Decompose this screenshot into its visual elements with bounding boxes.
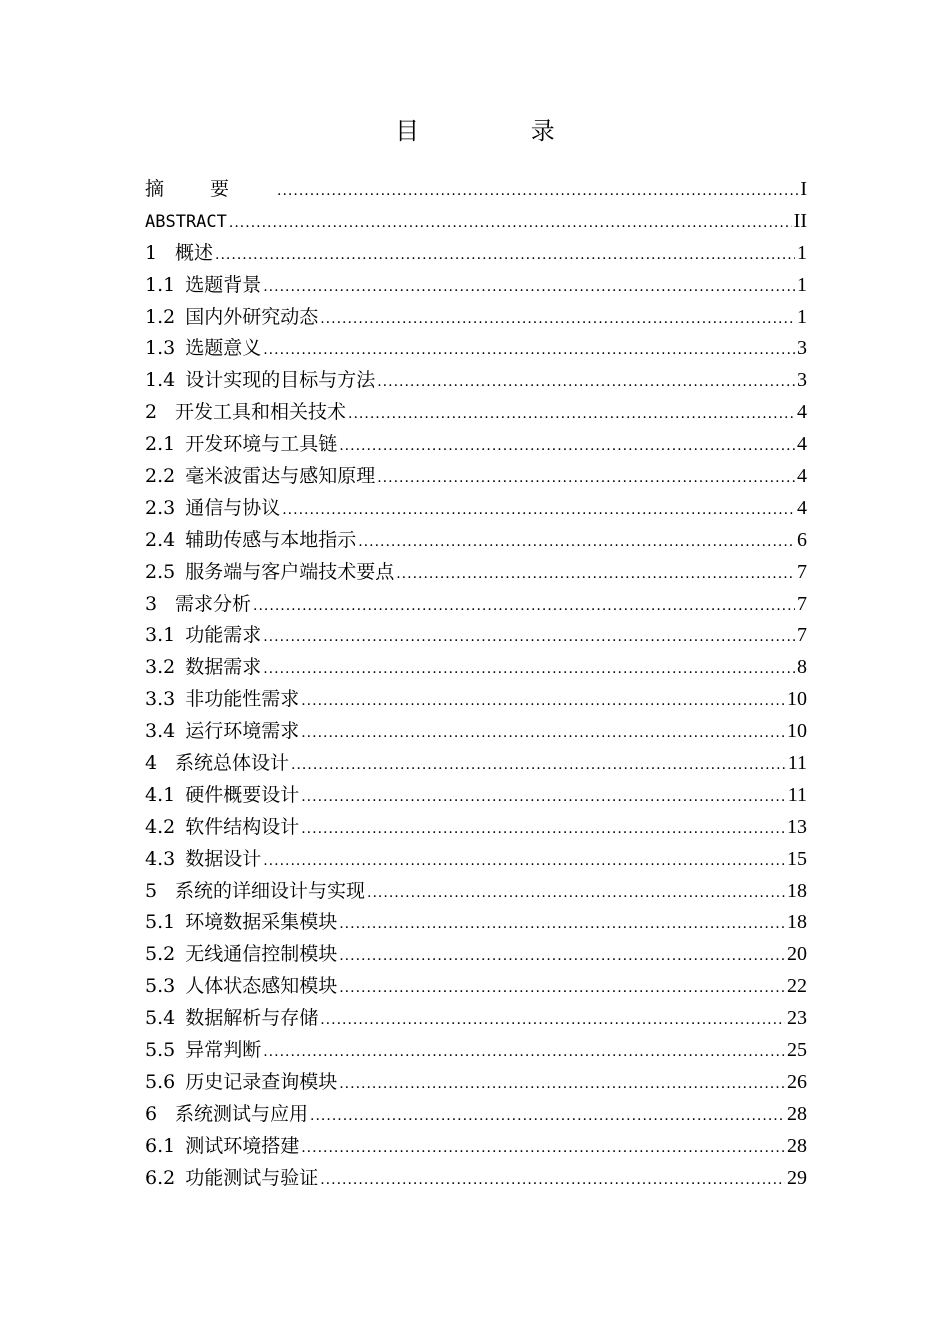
- toc-entry-title: 概述: [175, 241, 214, 264]
- toc-entry-title: 功能测试与验证: [185, 1166, 319, 1189]
- toc-entry-page: 3: [797, 369, 807, 392]
- toc-entry-heading: [145, 1099, 308, 1131]
- toc-dot-leader: [229, 208, 792, 240]
- toc-entry[interactable]: [145, 589, 807, 621]
- toc-entry-number: 5.3: [145, 975, 176, 998]
- toc-entry-number: 3.2: [145, 656, 176, 679]
- toc-entry-title: 非功能性需求: [185, 688, 300, 711]
- toc-entry-page: 7: [797, 592, 807, 615]
- toc-dot-leader: [396, 559, 795, 591]
- toc-entry[interactable]: [145, 461, 807, 493]
- toc-entry-title: 国内外研究动态: [185, 305, 319, 328]
- toc-entry-number: 3.1: [145, 624, 176, 647]
- toc-entry-title: 需求分析: [175, 592, 252, 615]
- toc-entry-heading: [145, 971, 337, 1003]
- toc-entry-page: 29: [787, 1166, 807, 1189]
- toc-entry[interactable]: [145, 1035, 807, 1067]
- toc-entry-title: 开发工具和相关技术: [175, 401, 347, 424]
- toc-entry[interactable]: [145, 397, 807, 429]
- toc-entry-page: II: [793, 209, 807, 232]
- toc-entry-title: 通信与协议: [185, 496, 281, 519]
- toc-entry-number: 4.3: [145, 847, 176, 870]
- toc-entry-number: 4: [145, 752, 158, 775]
- toc-entry-number: 5.6: [145, 1070, 176, 1093]
- toc-entry[interactable]: [145, 1099, 807, 1131]
- toc-entry-heading: [145, 174, 275, 206]
- toc-entry-title: 运行环境需求: [185, 720, 300, 743]
- toc-entry[interactable]: [145, 748, 807, 780]
- toc-entry-page: 11: [787, 752, 807, 775]
- toc-entry-page: 28: [787, 1102, 807, 1125]
- toc-entry-number: 1.3: [145, 337, 176, 360]
- toc-dot-leader: [263, 335, 795, 367]
- toc-entry-title: 系统测试与应用: [175, 1102, 309, 1125]
- toc-entry[interactable]: [145, 780, 807, 812]
- toc-entry-number: 5.4: [145, 1007, 176, 1030]
- toc-entry-number: 1: [145, 241, 158, 264]
- toc-entry[interactable]: [145, 174, 807, 206]
- toc-entry-heading: [145, 397, 346, 429]
- toc-entry-heading: [145, 780, 299, 812]
- toc-entry-page: 15: [787, 847, 807, 870]
- toc-entry-title: 选题背景: [185, 273, 262, 296]
- toc-entry-page: 1: [797, 273, 807, 296]
- toc-entry-page: 25: [787, 1039, 807, 1062]
- toc-entry[interactable]: [145, 844, 807, 876]
- toc-entry-number: 2.5: [145, 560, 176, 583]
- toc-entry-page: 3: [797, 337, 807, 360]
- toc-dot-leader: [339, 973, 785, 1005]
- toc-entry-page: 7: [797, 560, 807, 583]
- toc-dot-leader: [263, 654, 795, 686]
- toc-entry-title: 辅助传感与本地指示: [185, 528, 357, 551]
- toc-entry-number: 6: [145, 1102, 158, 1125]
- toc-entry-page: 23: [787, 1007, 807, 1030]
- toc-entry-heading: [145, 620, 261, 652]
- toc-dot-leader: [367, 878, 785, 910]
- toc-dot-leader: [301, 782, 786, 814]
- toc-entry-title: 开发环境与工具链: [185, 433, 338, 456]
- toc-entry-page: 20: [787, 943, 807, 966]
- toc-entry-page: 28: [787, 1134, 807, 1157]
- toc-entry-heading: [145, 238, 213, 270]
- toc-entry-number: 6.2: [145, 1166, 176, 1189]
- toc-dot-leader: [253, 591, 795, 623]
- toc-entry-heading: [145, 589, 251, 621]
- toc-entry-page: 11: [787, 783, 807, 806]
- toc-entry-heading: [145, 302, 318, 334]
- toc-entry-heading: [145, 1067, 337, 1099]
- toc-dot-leader: [339, 431, 795, 463]
- toc-entry-heading: [145, 270, 261, 302]
- toc-entry[interactable]: [145, 971, 807, 1003]
- toc-dot-leader: [310, 1101, 785, 1133]
- toc-dot-leader: [291, 750, 786, 782]
- toc-dot-leader: [339, 909, 785, 941]
- toc-entry-heading: [145, 1003, 318, 1035]
- toc-entry-heading: [145, 557, 394, 589]
- toc-entry-heading: [145, 429, 337, 461]
- toc-entry-page: 10: [787, 720, 807, 743]
- toc-entry-title: 软件结构设计: [185, 815, 300, 838]
- toc-entry-number: 3.3: [145, 688, 176, 711]
- toc-entry-number: 2.4: [145, 528, 176, 551]
- toc-entry-title: 测试环境搭建: [185, 1134, 300, 1157]
- toc-entry-heading: [145, 748, 289, 780]
- toc-entry-number: 4.2: [145, 815, 176, 838]
- toc-entry-title: 历史记录查询模块: [185, 1070, 338, 1093]
- toc-dot-leader: [215, 240, 795, 272]
- toc-dot-leader: [282, 495, 795, 527]
- toc-entry-number: 2.1: [145, 433, 176, 456]
- toc-entry-page: 10: [787, 688, 807, 711]
- toc-entry-title: ABSTRACT: [145, 211, 227, 232]
- toc-entry-heading: [145, 684, 299, 716]
- toc-entry-number: 1.4: [145, 369, 176, 392]
- toc-entry-heading: [145, 493, 280, 525]
- toc-entry-heading: [145, 1163, 318, 1195]
- toc-entry-page: 18: [787, 879, 807, 902]
- toc-dot-leader: [377, 463, 795, 495]
- toc-entry-heading: [145, 365, 375, 397]
- toc-entry[interactable]: [145, 557, 807, 589]
- toc-entry[interactable]: [145, 812, 807, 844]
- toc-entry-heading: [145, 844, 261, 876]
- toc-dot-leader: [339, 941, 785, 973]
- toc-entry-number: 6.1: [145, 1134, 176, 1157]
- toc-entry-page: 22: [787, 975, 807, 998]
- toc-entry[interactable]: [145, 1003, 807, 1035]
- toc-entry-title: 摘要: [145, 178, 276, 200]
- toc-entry-page: 7: [797, 624, 807, 647]
- toc-entry-page: 8: [797, 656, 807, 679]
- table-of-contents: [145, 174, 807, 1195]
- toc-entry-number: 2: [145, 401, 158, 424]
- toc-entry-heading: [145, 206, 227, 239]
- toc-entry-page: 6: [797, 528, 807, 551]
- toc-entry[interactable]: [145, 684, 807, 716]
- toc-entry[interactable]: [145, 939, 807, 971]
- toc-entry-number: 2.2: [145, 465, 176, 488]
- toc-entry-page: I: [800, 178, 807, 200]
- toc-dot-leader: [263, 1037, 785, 1069]
- toc-dot-leader: [348, 399, 795, 431]
- toc-entry-heading: [145, 907, 337, 939]
- toc-entry-title: 系统的详细设计与实现: [175, 879, 366, 902]
- toc-entry-heading: [145, 461, 375, 493]
- toc-dot-leader: [301, 686, 785, 718]
- toc-entry[interactable]: [145, 1163, 807, 1195]
- toc-entry-title: 人体状态感知模块: [185, 975, 338, 998]
- toc-entry-title: 系统总体设计: [175, 752, 290, 775]
- toc-entry-page: 13: [787, 815, 807, 838]
- toc-entry[interactable]: [145, 333, 807, 365]
- toc-entry-heading: [145, 1131, 299, 1163]
- toc-dot-leader: [301, 718, 785, 750]
- toc-entry-page: 1: [797, 305, 807, 328]
- toc-entry-heading: [145, 333, 261, 365]
- toc-entry-page: 4: [797, 465, 807, 488]
- toc-entry-page: 4: [797, 496, 807, 519]
- toc-entry-number: 1.2: [145, 305, 176, 328]
- toc-entry-title: 硬件概要设计: [185, 783, 300, 806]
- toc-entry[interactable]: [145, 302, 807, 334]
- toc-entry-number: 3.4: [145, 720, 176, 743]
- toc-entry[interactable]: [145, 876, 807, 908]
- toc-entry[interactable]: [145, 238, 807, 270]
- toc-entry-heading: [145, 652, 261, 684]
- toc-entry[interactable]: [145, 907, 807, 939]
- toc-entry[interactable]: [145, 1131, 807, 1163]
- toc-entry-title: 毫米波雷达与感知原理: [185, 465, 376, 488]
- toc-entry[interactable]: [145, 652, 807, 684]
- toc-entry-title: 异常判断: [185, 1039, 262, 1062]
- toc-entry-heading: [145, 812, 299, 844]
- toc-dot-leader: [320, 304, 795, 336]
- toc-entry-number: 5.5: [145, 1039, 176, 1062]
- toc-dot-leader: [263, 622, 795, 654]
- toc-entry[interactable]: [145, 206, 807, 238]
- toc-entry-page: 26: [787, 1070, 807, 1093]
- toc-entry-number: 3: [145, 592, 158, 615]
- toc-entry-heading: [145, 939, 337, 971]
- toc-entry-title: 功能需求: [185, 624, 262, 647]
- toc-entry-page: 1: [797, 241, 807, 264]
- toc-entry-title: 设计实现的目标与方法: [185, 369, 376, 392]
- toc-entry[interactable]: [145, 1067, 807, 1099]
- toc-entry-heading: [145, 716, 299, 748]
- page-title: 目 录: [395, 117, 607, 145]
- toc-entry-number: 4.1: [145, 783, 176, 806]
- toc-entry[interactable]: [145, 365, 807, 397]
- toc-entry[interactable]: [145, 525, 807, 557]
- toc-dot-leader: [339, 1069, 785, 1101]
- toc-entry-number: 5: [145, 879, 158, 902]
- toc-entry-title: 环境数据采集模块: [185, 911, 338, 934]
- toc-entry-title: 数据设计: [185, 847, 262, 870]
- toc-entry-heading: [145, 525, 356, 557]
- toc-dot-leader: [301, 814, 785, 846]
- toc-entry-title: 服务端与客户端技术要点: [185, 560, 395, 583]
- toc-entry-number: 1.1: [145, 273, 176, 296]
- toc-entry-number: 5.1: [145, 911, 176, 934]
- toc-entry-number: 2.3: [145, 496, 176, 519]
- toc-entry-page: 4: [797, 401, 807, 424]
- toc-entry[interactable]: [145, 270, 807, 302]
- toc-dot-leader: [320, 1005, 785, 1037]
- toc-entry-heading: [145, 876, 365, 908]
- toc-entry-title: 选题意义: [185, 337, 262, 360]
- toc-entry[interactable]: [145, 429, 807, 461]
- toc-dot-leader: [301, 1133, 785, 1165]
- toc-entry[interactable]: [145, 493, 807, 525]
- toc-entry-page: 18: [787, 911, 807, 934]
- toc-entry[interactable]: [145, 716, 807, 748]
- toc-entry-title: 无线通信控制模块: [185, 943, 338, 966]
- toc-dot-leader: [320, 1165, 785, 1197]
- toc-entry-heading: [145, 1035, 261, 1067]
- toc-entry-page: 4: [797, 433, 807, 456]
- toc-dot-leader: [277, 176, 798, 208]
- toc-entry[interactable]: [145, 620, 807, 652]
- toc-entry-number: 5.2: [145, 943, 176, 966]
- toc-entry-title: 数据解析与存储: [185, 1007, 319, 1030]
- toc-dot-leader: [358, 527, 795, 559]
- toc-dot-leader: [263, 846, 785, 878]
- toc-dot-leader: [377, 367, 795, 399]
- toc-entry-title: 数据需求: [185, 656, 262, 679]
- toc-dot-leader: [263, 272, 795, 304]
